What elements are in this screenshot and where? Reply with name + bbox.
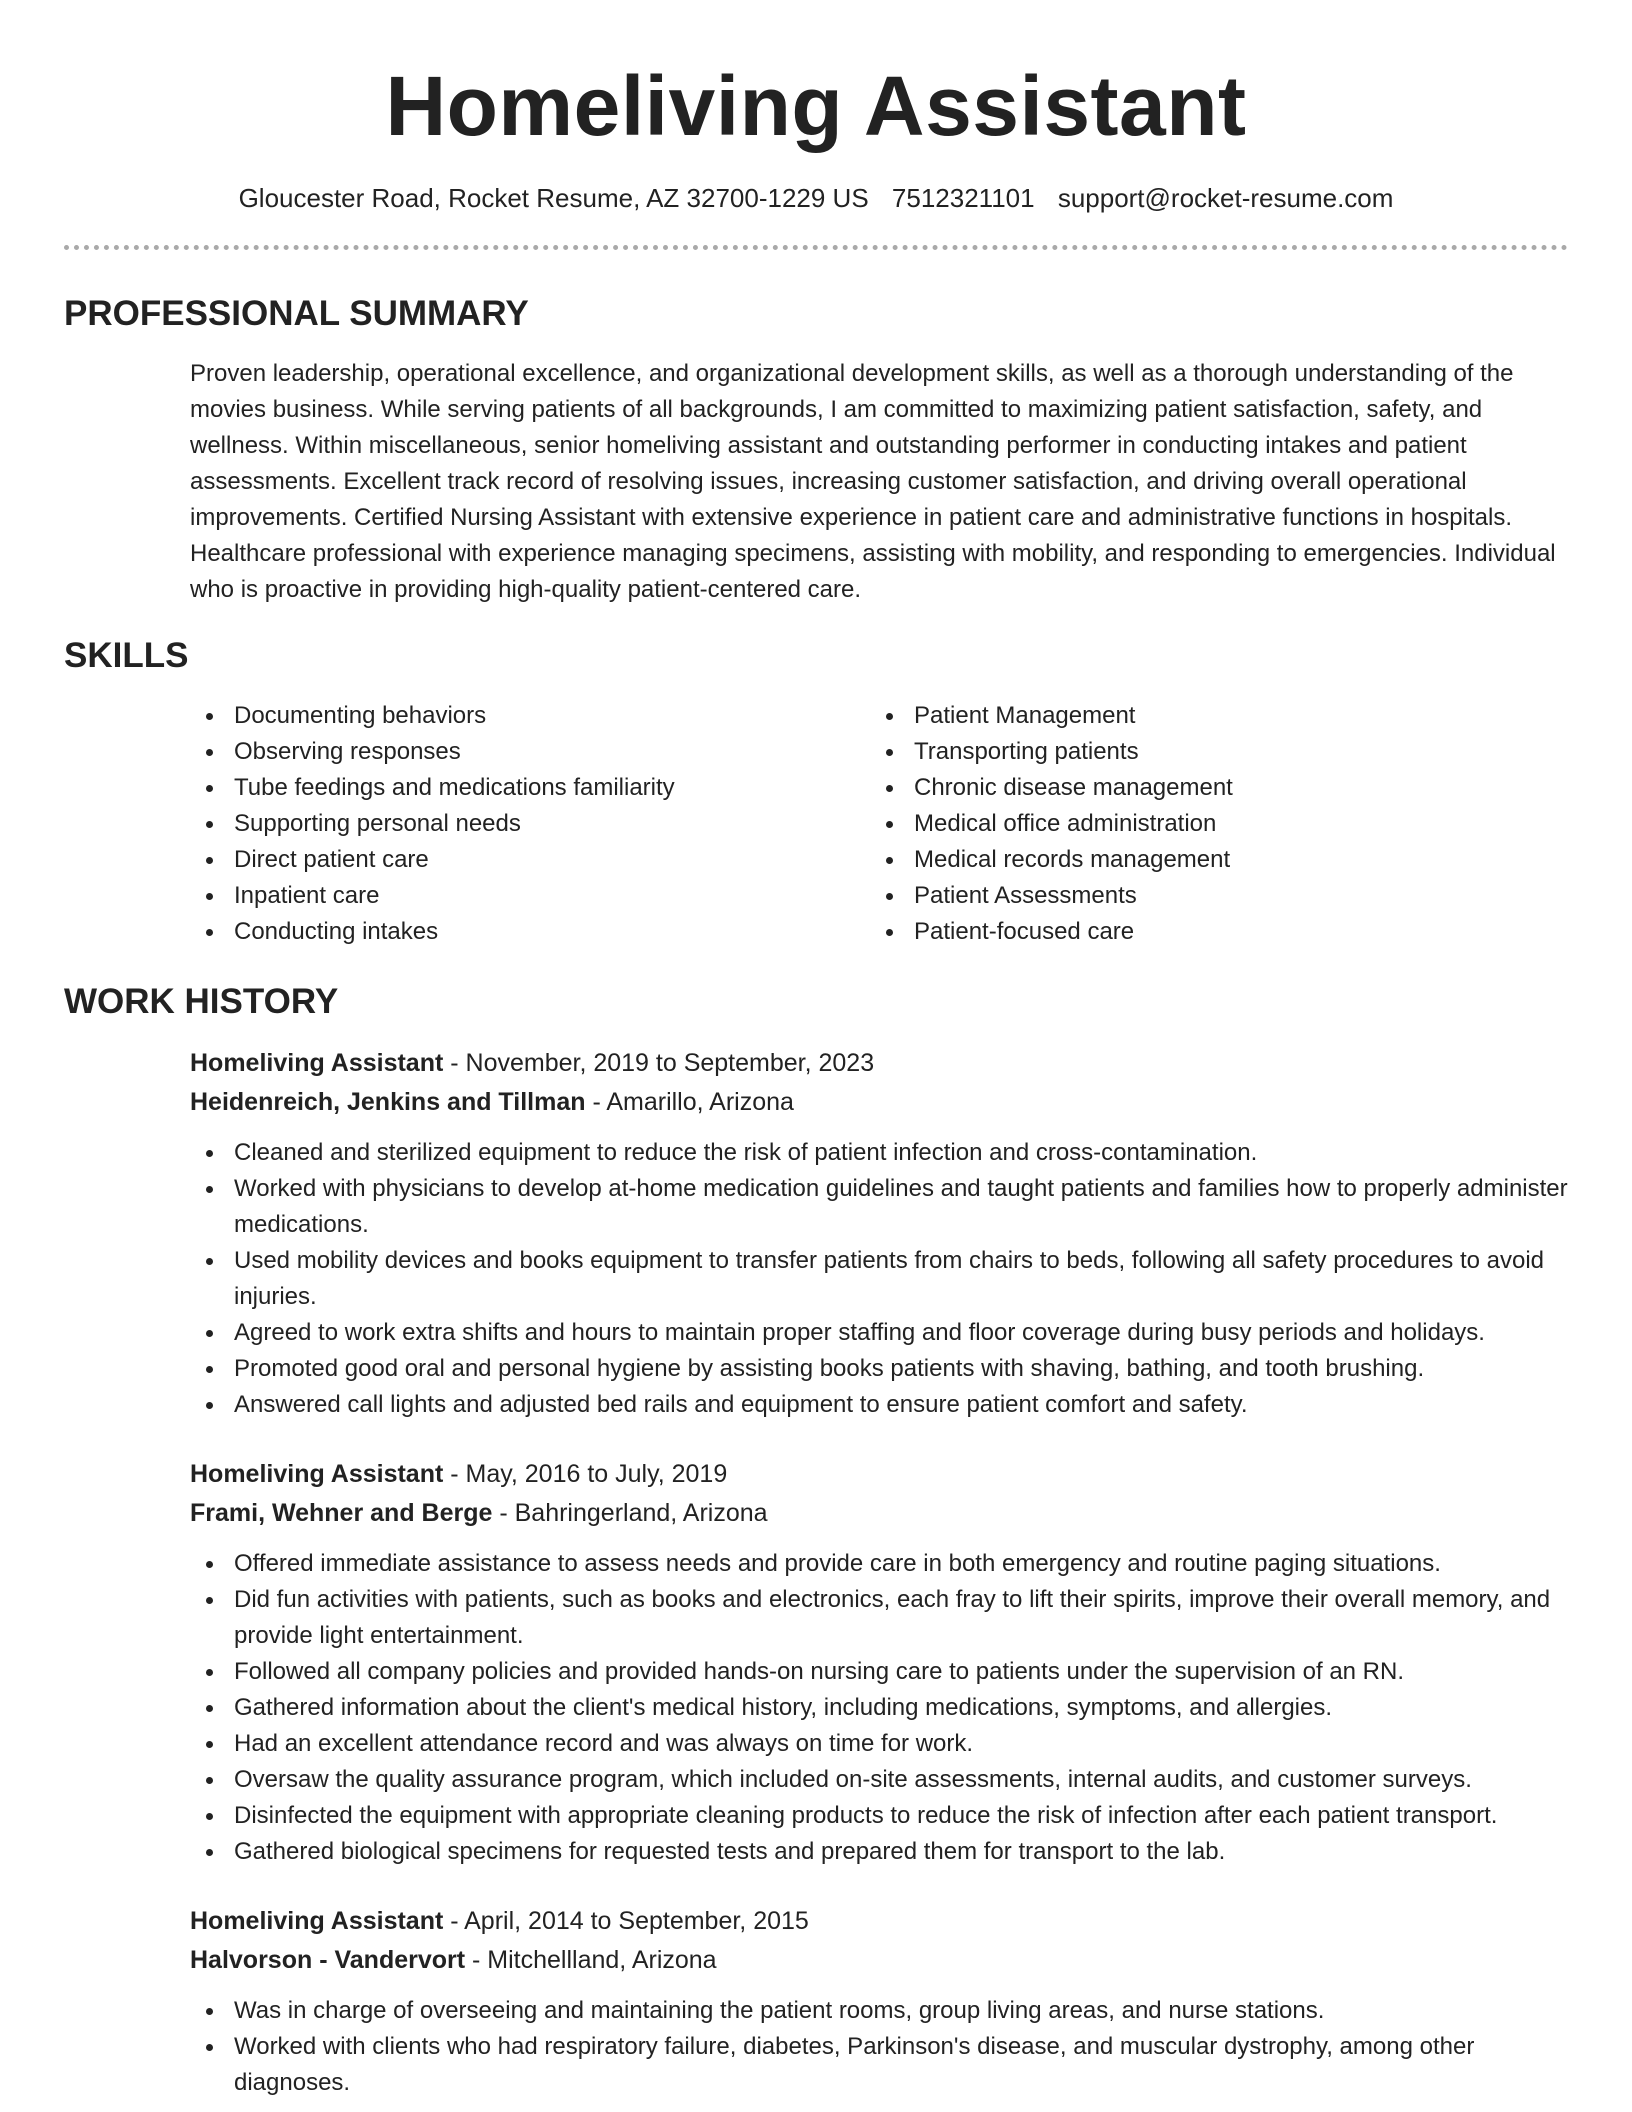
- job-duties: [190, 1135, 1568, 1423]
- job-company-line: [190, 1494, 1568, 1533]
- skill-item: Medical office administration: [870, 806, 1550, 842]
- duty-item: Agreed to work extra shifts and hours to maintain proper staffing and floor coverage during busy periods and holidays.: [190, 1315, 1568, 1351]
- job-duties: [190, 1546, 1568, 1870]
- phone: 7512321101: [891, 183, 1035, 213]
- job-dates: - April, 2014 to September, 2015: [443, 1907, 809, 1935]
- job-title-line: [190, 1455, 1568, 1494]
- skill-item: Supporting personal needs: [190, 806, 870, 842]
- job-role: Homeliving Assistant: [190, 1907, 444, 1935]
- contact-line: [64, 181, 1568, 215]
- skill-item: Chronic disease management: [870, 770, 1550, 806]
- header-divider: [64, 245, 1568, 250]
- duty-item: Worked with clients who had respiratory failure, diabetes, Parkinson's disease, and muscular dystrophy, among other diagnoses.: [190, 2029, 1568, 2101]
- job-role: Homeliving Assistant: [190, 1460, 444, 1488]
- work-history-heading: WORK HISTORY: [64, 982, 339, 1021]
- email: support@rocket-resume.com: [1057, 183, 1394, 213]
- job-location: - Mitchellland, Arizona: [465, 1946, 717, 1974]
- skill-item: Conducting intakes: [190, 914, 870, 950]
- summary-heading: PROFESSIONAL SUMMARY: [64, 294, 529, 333]
- duty-item: Offered immediate assistance to assess needs and provide care in both emergency and routine paging situations.: [190, 1546, 1568, 1582]
- duty-item: Was in charge of overseeing and maintaining the patient rooms, group living areas, and nurse stations.: [190, 1993, 1568, 2029]
- skill-item: Inpatient care: [190, 878, 870, 914]
- duty-item: Gathered information about the client's medical history, including medications, symptoms, and allergies.: [190, 1690, 1568, 1726]
- skill-item: Patient Management: [870, 698, 1550, 734]
- skill-item: Tube feedings and medications familiarity: [190, 770, 870, 806]
- address: Gloucester Road, Rocket Resume, AZ 32700-1229 US: [238, 183, 869, 213]
- job-location: - Amarillo, Arizona: [585, 1088, 794, 1116]
- job-company: Halvorson - Vandervort: [190, 1946, 466, 1974]
- skills-list: [190, 698, 1568, 950]
- candidate-name: Homeliving Assistant: [385, 59, 1247, 153]
- duty-item: Worked with physicians to develop at-home medication guidelines and taught patients and families how to properly administer medications.: [190, 1171, 1568, 1243]
- duty-item: Had an excellent attendance record and was always on time for work.: [190, 1726, 1568, 1762]
- job-title-line: [190, 1044, 1568, 1083]
- duty-item: Promoted good oral and personal hygiene by assisting books patients with shaving, bathing, and tooth brushing.: [190, 1351, 1568, 1387]
- skill-item: Observing responses: [190, 734, 870, 770]
- duty-item: Cleaned and sterilized equipment to reduce the risk of patient infection and cross-contamination.: [190, 1135, 1568, 1171]
- job-location: - Bahringerland, Arizona: [492, 1499, 768, 1527]
- duty-item: Disinfected the equipment with appropriate cleaning products to reduce the risk of infection after each patient transport.: [190, 1798, 1568, 1834]
- job-duties: [190, 1993, 1568, 2101]
- job-company-line: [190, 1083, 1568, 1122]
- skill-item: Patient Assessments: [870, 878, 1550, 914]
- duty-item: Gathered biological specimens for requested tests and prepared them for transport to the lab.: [190, 1834, 1568, 1870]
- job-entry: [190, 1044, 1568, 1423]
- skill-item: Transporting patients: [870, 734, 1550, 770]
- duty-item: Used mobility devices and books equipment to transfer patients from chairs to beds, following all safety procedures to avoid injuries.: [190, 1243, 1568, 1315]
- duty-item: Followed all company policies and provided hands-on nursing care to patients under the supervision of an RN.: [190, 1654, 1568, 1690]
- skill-item: Direct patient care: [190, 842, 870, 878]
- job-company: Heidenreich, Jenkins and Tillman: [190, 1088, 586, 1116]
- skills-column-left: [190, 698, 870, 950]
- job-dates: - November, 2019 to September, 2023: [443, 1049, 875, 1077]
- job-dates: - May, 2016 to July, 2019: [443, 1460, 728, 1488]
- skills-column-right: [870, 698, 1550, 950]
- duty-item: Answered call lights and adjusted bed rails and equipment to ensure patient comfort and safety.: [190, 1387, 1568, 1423]
- job-title-line: [190, 1902, 1568, 1941]
- job-entry: [190, 1902, 1568, 2101]
- skill-item: Patient-focused care: [870, 914, 1550, 950]
- duty-item: Oversaw the quality assurance program, which included on-site assessments, internal audits, and customer surveys.: [190, 1762, 1568, 1798]
- skills-heading: SKILLS: [64, 636, 189, 675]
- summary-text: Proven leadership, operational excellence, and organizational development skills, as well as a thorough understanding of the movies business. While serving patients of all backgrounds, I am committed to maximizing patient satisfaction, safety, and wellness. Within miscellaneous, senior homeliving assistant and outstanding performer in conducting intakes and patient assessments. Excellent track record of resolving issues, increasing customer satisfaction, and driving overall operational improvements. Certified Nursing Assistant with extensive experience in patient care and administrative functions in hospitals. Healthcare professional with experience managing specimens, assisting with mobility, and responding to emergencies. Individual who is proactive in providing high-quality patient-centered care.: [190, 360, 1556, 603]
- skill-item: Documenting behaviors: [190, 698, 870, 734]
- job-entry: [190, 1455, 1568, 1870]
- job-role: Homeliving Assistant: [190, 1049, 444, 1077]
- duty-item: Did fun activities with patients, such as books and electronics, each fray to lift their spirits, improve their overall memory, and provide light entertainment.: [190, 1582, 1568, 1654]
- job-company: Frami, Wehner and Berge: [190, 1499, 493, 1527]
- skill-item: Medical records management: [870, 842, 1550, 878]
- job-company-line: [190, 1941, 1568, 1980]
